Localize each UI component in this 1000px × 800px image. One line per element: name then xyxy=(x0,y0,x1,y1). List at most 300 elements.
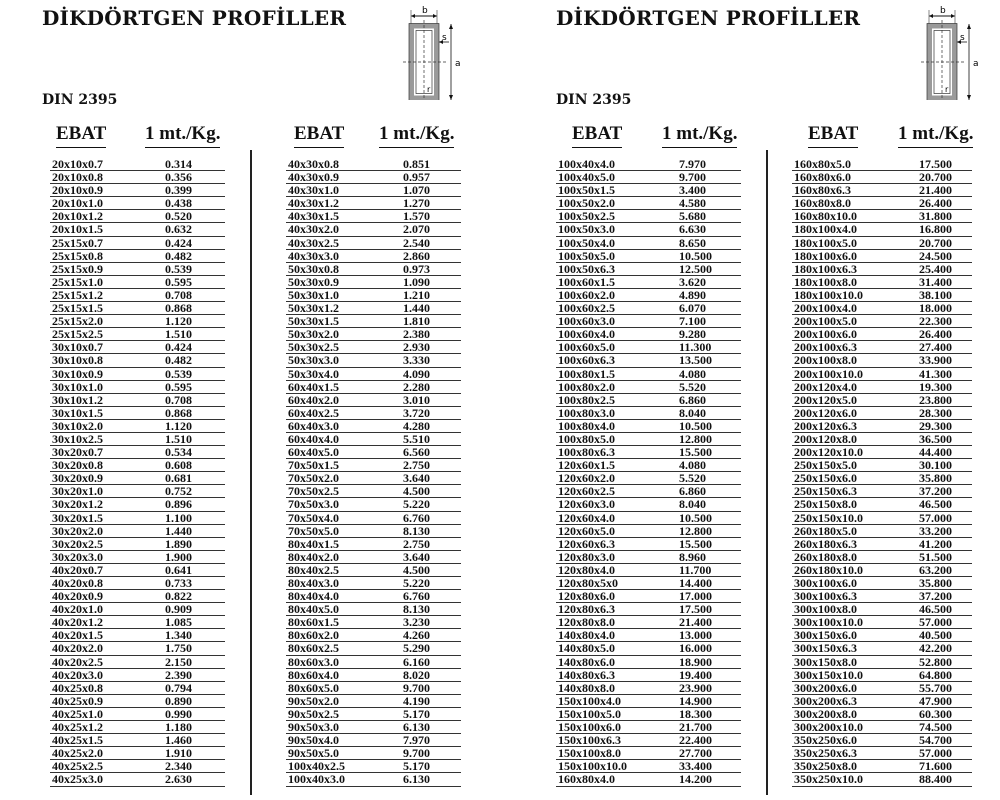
table-row xyxy=(556,656,741,669)
size-cell: 250x150x10.0 xyxy=(794,510,863,525)
size-cell: 90x50x3.0 xyxy=(288,720,339,735)
size-cell: 120x60x1.5 xyxy=(558,458,615,473)
weight-cell: 4.580 xyxy=(679,196,706,211)
weight-cell: 9.700 xyxy=(403,680,430,695)
weight-cell: 3.640 xyxy=(403,549,430,564)
size-cell: 100x50x3.0 xyxy=(558,222,615,237)
size-cell: 120x80x5x0 xyxy=(558,576,618,590)
size-cell: 300x150x8.0 xyxy=(794,654,857,669)
weight-cell: 64.800 xyxy=(919,667,952,682)
diagram-s-label: s xyxy=(442,33,447,43)
weight-cell: 3.640 xyxy=(403,471,430,486)
page-title-left: DİKDÖRTGEN PROFİLLER xyxy=(42,6,347,30)
weight-cell: 57.000 xyxy=(919,746,952,761)
weight-cell: 0.733 xyxy=(165,576,192,590)
size-cell: 40x25x0.9 xyxy=(52,693,103,708)
weight-cell: 2.930 xyxy=(403,340,430,355)
size-cell: 100x40x2.5 xyxy=(288,759,345,774)
weight-cell: 0.641 xyxy=(165,562,192,577)
size-cell: 140x80x8.0 xyxy=(558,680,615,695)
size-cell: 100x80x6.3 xyxy=(558,445,615,460)
weight-cell: 37.200 xyxy=(919,589,952,604)
size-cell: 180x100x10.0 xyxy=(794,287,863,302)
weight-cell: 26.400 xyxy=(919,327,952,342)
weight-cell: 8.040 xyxy=(679,405,706,420)
size-cell: 150x100x6.3 xyxy=(558,733,621,748)
table-row xyxy=(50,394,225,407)
size-cell: 40x25x1.2 xyxy=(52,720,103,735)
table-row xyxy=(556,381,741,394)
table-row xyxy=(792,250,972,263)
size-cell: 80x60x3.0 xyxy=(288,654,339,669)
size-cell: 80x40x2.0 xyxy=(288,549,339,564)
table-row xyxy=(50,263,225,276)
size-cell: 25x15x2.5 xyxy=(52,327,103,342)
weight-cell: 10.500 xyxy=(679,510,712,525)
weight-cell: 0.681 xyxy=(165,471,192,486)
size-cell: 300x200x6.0 xyxy=(794,680,857,695)
weight-cell: 18.000 xyxy=(919,301,952,316)
size-cell: 150x100x4.0 xyxy=(558,693,621,708)
column-divider xyxy=(250,150,252,795)
header-weight: 1 mt./Kg. xyxy=(379,123,454,148)
weight-cell: 6.760 xyxy=(403,589,430,604)
weight-cell: 57.000 xyxy=(919,615,952,630)
weight-cell: 0.632 xyxy=(165,222,192,237)
weight-cell: 22.400 xyxy=(679,733,712,748)
size-cell: 120x80x6.3 xyxy=(558,602,615,617)
weight-cell: 4.090 xyxy=(403,366,430,381)
weight-cell: 2.540 xyxy=(403,235,430,250)
size-cell: 30x10x1.5 xyxy=(52,405,103,420)
weight-cell: 51.500 xyxy=(919,549,952,564)
size-cell: 40x30x1.0 xyxy=(288,183,339,198)
weight-cell: 0.399 xyxy=(165,183,192,198)
weight-cell: 3.230 xyxy=(403,615,430,630)
weight-cell: 52.800 xyxy=(919,654,952,669)
size-cell: 100x80x4.0 xyxy=(558,418,615,433)
weight-cell: 3.720 xyxy=(403,405,430,420)
table-row xyxy=(50,276,225,289)
size-cell: 80x60x5.0 xyxy=(288,680,339,695)
rectangular-profile-diagram-right xyxy=(921,4,993,100)
size-cell: 160x80x5.0 xyxy=(794,157,851,171)
size-cell: 100x80x5.0 xyxy=(558,431,615,446)
diagram-a-label: a xyxy=(455,59,461,69)
weight-cell: 1.440 xyxy=(165,523,192,538)
size-cell: 160x80x4.0 xyxy=(558,772,615,787)
weight-cell: 2.340 xyxy=(165,759,192,774)
weight-cell: 40.500 xyxy=(919,628,952,643)
size-cell: 200x120x6.0 xyxy=(794,405,857,420)
weight-cell: 6.760 xyxy=(403,510,430,525)
table-row xyxy=(792,656,972,669)
page-title-right: DİKDÖRTGEN PROFİLLER xyxy=(556,6,861,30)
table-row xyxy=(286,551,461,564)
size-cell: 90x50x2.0 xyxy=(288,693,339,708)
weight-cell: 26.400 xyxy=(919,196,952,211)
size-cell: 30x20x2.0 xyxy=(52,523,103,538)
weight-cell: 0.868 xyxy=(165,405,192,420)
weight-cell: 33.400 xyxy=(679,759,712,774)
size-cell: 25x15x1.0 xyxy=(52,274,103,289)
weight-cell: 8.040 xyxy=(679,497,706,512)
weight-cell: 0.595 xyxy=(165,379,192,394)
weight-cell: 44.400 xyxy=(919,445,952,460)
header-weight: 1 mt./Kg. xyxy=(662,123,737,148)
size-cell: 80x40x2.5 xyxy=(288,562,339,577)
size-cell: 80x60x4.0 xyxy=(288,667,339,682)
table-row xyxy=(286,773,461,786)
weight-cell: 14.400 xyxy=(679,576,712,590)
weight-cell: 31.800 xyxy=(919,209,952,224)
weight-cell: 13.500 xyxy=(679,353,712,368)
weight-cell: 0.595 xyxy=(165,274,192,289)
size-cell: 120x60x6.3 xyxy=(558,536,615,551)
size-cell: 40x25x3.0 xyxy=(52,772,103,787)
weight-cell: 5.220 xyxy=(403,497,430,512)
weight-cell: 5.290 xyxy=(403,641,430,656)
weight-cell: 1.810 xyxy=(403,314,430,329)
weight-cell: 27.400 xyxy=(919,340,952,355)
weight-cell: 41.200 xyxy=(919,536,952,551)
table-row xyxy=(792,538,972,551)
size-cell: 25x15x0.7 xyxy=(52,235,103,250)
size-cell: 40x30x2.0 xyxy=(288,222,339,237)
weight-cell: 1.120 xyxy=(165,418,192,433)
weight-cell: 16.800 xyxy=(919,222,952,237)
profile-table-4 xyxy=(792,158,972,787)
size-cell: 200x100x10.0 xyxy=(794,366,863,381)
weight-cell: 1.180 xyxy=(165,720,192,735)
table-row xyxy=(792,773,972,786)
weight-cell: 18.300 xyxy=(679,706,712,721)
size-cell: 120x80x4.0 xyxy=(558,562,615,577)
diagram-r-label: r xyxy=(945,85,949,94)
weight-cell: 57.000 xyxy=(919,510,952,525)
weight-cell: 15.500 xyxy=(679,445,712,460)
table-row xyxy=(556,276,741,289)
size-cell: 25x15x2.0 xyxy=(52,314,103,329)
size-cell: 100x60x2.5 xyxy=(558,301,615,316)
diagram-a-label: a xyxy=(973,59,979,69)
weight-cell: 0.314 xyxy=(165,157,192,171)
size-cell: 20x10x0.8 xyxy=(52,170,103,185)
size-cell: 200x120x5.0 xyxy=(794,392,857,407)
table-row xyxy=(50,250,225,263)
size-cell: 300x150x6.0 xyxy=(794,628,857,643)
weight-cell: 6.860 xyxy=(679,392,706,407)
diagram-s-label: s xyxy=(960,33,965,43)
header-weight: 1 mt./Kg. xyxy=(898,123,973,148)
weight-cell: 6.160 xyxy=(403,654,430,669)
table-row xyxy=(286,498,461,511)
size-cell: 260x180x8.0 xyxy=(794,549,857,564)
size-cell: 200x120x4.0 xyxy=(794,379,857,394)
table-row xyxy=(792,420,972,433)
standard-label-right: DIN 2395 xyxy=(556,92,632,108)
size-cell: 260x180x10.0 xyxy=(794,562,863,577)
size-cell: 200x100x8.0 xyxy=(794,353,857,368)
size-cell: 120x60x2.5 xyxy=(558,484,615,499)
size-cell: 60x40x2.0 xyxy=(288,392,339,407)
weight-cell: 46.500 xyxy=(919,602,952,617)
table-row xyxy=(286,368,461,381)
size-cell: 100x60x3.0 xyxy=(558,314,615,329)
weight-cell: 14.900 xyxy=(679,693,712,708)
size-cell: 80x60x1.5 xyxy=(288,615,339,630)
table-row xyxy=(556,237,741,250)
weight-cell: 1.100 xyxy=(165,510,192,525)
weight-cell: 11.300 xyxy=(679,340,712,355)
weight-cell: 0.539 xyxy=(165,366,192,381)
column-header-3 xyxy=(556,123,756,151)
weight-cell: 30.100 xyxy=(919,458,952,473)
size-cell: 180x100x4.0 xyxy=(794,222,857,237)
diagram-b-label: b xyxy=(422,6,428,16)
size-cell: 80x60x2.5 xyxy=(288,641,339,656)
size-cell: 40x25x2.5 xyxy=(52,759,103,774)
size-cell: 140x80x6.0 xyxy=(558,654,615,669)
size-cell: 20x10x1.5 xyxy=(52,222,103,237)
weight-cell: 1.510 xyxy=(165,327,192,342)
size-cell: 100x60x2.0 xyxy=(558,287,615,302)
size-cell: 100x80x1.5 xyxy=(558,366,615,381)
size-cell: 80x40x3.0 xyxy=(288,576,339,590)
weight-cell: 0.896 xyxy=(165,497,192,512)
weight-cell: 7.970 xyxy=(679,157,706,171)
weight-cell: 6.560 xyxy=(403,445,430,460)
weight-cell: 0.438 xyxy=(165,196,192,211)
size-cell: 20x10x1.0 xyxy=(52,196,103,211)
weight-cell: 0.957 xyxy=(403,170,430,185)
weight-cell: 1.120 xyxy=(165,314,192,329)
table-row xyxy=(50,237,225,250)
weight-cell: 4.260 xyxy=(403,628,430,643)
weight-cell: 0.708 xyxy=(165,392,192,407)
weight-cell: 1.340 xyxy=(165,628,192,643)
size-cell: 40x20x2.5 xyxy=(52,654,103,669)
weight-cell: 0.424 xyxy=(165,235,192,250)
header-size: EBAT xyxy=(808,123,858,148)
size-cell: 200x120x8.0 xyxy=(794,431,857,446)
table-row xyxy=(286,656,461,669)
size-cell: 50x30x2.5 xyxy=(288,340,339,355)
size-cell: 40x20x0.8 xyxy=(52,576,103,590)
weight-cell: 0.424 xyxy=(165,340,192,355)
weight-cell: 1.910 xyxy=(165,746,192,761)
size-cell: 30x20x0.9 xyxy=(52,471,103,486)
size-cell: 180x100x6.3 xyxy=(794,261,857,276)
weight-cell: 0.534 xyxy=(165,445,192,460)
table-row xyxy=(50,512,225,525)
table-row xyxy=(792,512,972,525)
weight-cell: 12.800 xyxy=(679,431,712,446)
weight-cell: 18.900 xyxy=(679,654,712,669)
weight-cell: 21.400 xyxy=(919,183,952,198)
table-row xyxy=(556,250,741,263)
table-row xyxy=(286,695,461,708)
weight-cell: 2.750 xyxy=(403,536,430,551)
weight-cell: 23.800 xyxy=(919,392,952,407)
size-cell: 50x30x1.5 xyxy=(288,314,339,329)
weight-cell: 1.750 xyxy=(165,641,192,656)
table-row xyxy=(50,682,225,695)
weight-cell: 4.500 xyxy=(403,562,430,577)
size-cell: 30x10x1.2 xyxy=(52,392,103,407)
size-cell: 60x40x1.5 xyxy=(288,379,339,394)
size-cell: 40x25x1.0 xyxy=(52,706,103,721)
weight-cell: 0.539 xyxy=(165,261,192,276)
table-row xyxy=(286,407,461,420)
size-cell: 300x100x8.0 xyxy=(794,602,857,617)
size-cell: 200x100x6.3 xyxy=(794,340,857,355)
table-row xyxy=(286,381,461,394)
weight-cell: 9.700 xyxy=(679,170,706,185)
size-cell: 40x30x1.2 xyxy=(288,196,339,211)
weight-cell: 0.482 xyxy=(165,248,192,263)
weight-cell: 22.300 xyxy=(919,314,952,329)
size-cell: 70x50x1.5 xyxy=(288,458,339,473)
weight-cell: 3.620 xyxy=(679,274,706,289)
table-row xyxy=(556,551,741,564)
weight-cell: 1.900 xyxy=(165,549,192,564)
size-cell: 30x10x0.9 xyxy=(52,366,103,381)
size-cell: 250x150x5.0 xyxy=(794,458,857,473)
weight-cell: 33.900 xyxy=(919,353,952,368)
weight-cell: 16.000 xyxy=(679,641,712,656)
weight-cell: 17.500 xyxy=(679,602,712,617)
header-size: EBAT xyxy=(572,123,622,148)
size-cell: 40x20x2.0 xyxy=(52,641,103,656)
size-cell: 40x20x0.9 xyxy=(52,589,103,604)
weight-cell: 2.390 xyxy=(165,667,192,682)
weight-cell: 5.520 xyxy=(679,471,706,486)
size-cell: 30x20x2.5 xyxy=(52,536,103,551)
table-row xyxy=(286,263,461,276)
size-cell: 300x200x10.0 xyxy=(794,720,863,735)
weight-cell: 0.973 xyxy=(403,261,430,276)
table-row xyxy=(556,538,741,551)
size-cell: 70x50x2.0 xyxy=(288,471,339,486)
weight-cell: 0.822 xyxy=(165,589,192,604)
weight-cell: 9.700 xyxy=(403,746,430,761)
profile-table-2 xyxy=(286,158,461,787)
size-cell: 120x60x5.0 xyxy=(558,523,615,538)
size-cell: 100x40x5.0 xyxy=(558,170,615,185)
size-cell: 30x20x0.7 xyxy=(52,445,103,460)
weight-cell: 25.400 xyxy=(919,261,952,276)
weight-cell: 63.200 xyxy=(919,562,952,577)
weight-cell: 3.010 xyxy=(403,392,430,407)
size-cell: 180x100x5.0 xyxy=(794,235,857,250)
weight-cell: 0.990 xyxy=(165,706,192,721)
size-cell: 50x30x0.9 xyxy=(288,274,339,289)
size-cell: 40x20x0.7 xyxy=(52,562,103,577)
weight-cell: 6.130 xyxy=(403,772,430,787)
table-row xyxy=(50,223,225,236)
size-cell: 180x100x8.0 xyxy=(794,274,857,289)
weight-cell: 4.080 xyxy=(679,458,706,473)
weight-cell: 1.510 xyxy=(165,431,192,446)
column-divider xyxy=(766,150,768,795)
size-cell: 20x10x0.9 xyxy=(52,183,103,198)
size-cell: 25x15x0.8 xyxy=(52,248,103,263)
weight-cell: 38.100 xyxy=(919,287,952,302)
weight-cell: 1.890 xyxy=(165,536,192,551)
table-row xyxy=(792,237,972,250)
table-row xyxy=(792,695,972,708)
weight-cell: 17.500 xyxy=(919,157,952,171)
size-cell: 300x150x6.3 xyxy=(794,641,857,656)
size-cell: 120x80x3.0 xyxy=(558,549,615,564)
weight-cell: 74.500 xyxy=(919,720,952,735)
rectangular-profile-diagram-left xyxy=(403,4,475,100)
size-cell: 140x80x6.3 xyxy=(558,667,615,682)
size-cell: 100x80x2.0 xyxy=(558,379,615,394)
size-cell: 20x10x1.2 xyxy=(52,209,103,224)
table-row xyxy=(792,525,972,538)
column-header-1 xyxy=(50,123,250,151)
size-cell: 200x120x6.3 xyxy=(794,418,857,433)
weight-cell: 7.100 xyxy=(679,314,706,329)
size-cell: 350x250x8.0 xyxy=(794,759,857,774)
weight-cell: 1.210 xyxy=(403,287,430,302)
size-cell: 120x80x6.0 xyxy=(558,589,615,604)
weight-cell: 20.700 xyxy=(919,170,952,185)
size-cell: 100x50x2.0 xyxy=(558,196,615,211)
weight-cell: 5.510 xyxy=(403,431,430,446)
weight-cell: 4.890 xyxy=(679,287,706,302)
weight-cell: 1.460 xyxy=(165,733,192,748)
weight-cell: 35.800 xyxy=(919,471,952,486)
table-row xyxy=(556,407,741,420)
size-cell: 300x100x10.0 xyxy=(794,615,863,630)
size-cell: 90x50x4.0 xyxy=(288,733,339,748)
size-cell: 140x80x4.0 xyxy=(558,628,615,643)
weight-cell: 8.650 xyxy=(679,235,706,250)
header-weight: 1 mt./Kg. xyxy=(145,123,220,148)
size-cell: 160x80x8.0 xyxy=(794,196,851,211)
size-cell: 200x120x10.0 xyxy=(794,445,863,460)
table-row xyxy=(286,420,461,433)
weight-cell: 0.890 xyxy=(165,693,192,708)
profile-table-3 xyxy=(556,158,741,787)
size-cell: 40x25x1.5 xyxy=(52,733,103,748)
size-cell: 350x250x6.0 xyxy=(794,733,857,748)
weight-cell: 8.020 xyxy=(403,667,430,682)
table-row xyxy=(556,695,741,708)
table-row xyxy=(50,368,225,381)
table-row xyxy=(50,551,225,564)
weight-cell: 36.500 xyxy=(919,431,952,446)
weight-cell: 2.380 xyxy=(403,327,430,342)
size-cell: 30x20x0.8 xyxy=(52,458,103,473)
weight-cell: 33.200 xyxy=(919,523,952,538)
size-cell: 70x50x3.0 xyxy=(288,497,339,512)
size-cell: 50x30x3.0 xyxy=(288,353,339,368)
weight-cell: 4.190 xyxy=(403,693,430,708)
size-cell: 30x20x1.2 xyxy=(52,497,103,512)
size-cell: 350x250x10.0 xyxy=(794,772,863,787)
weight-cell: 9.280 xyxy=(679,327,706,342)
size-cell: 90x50x2.5 xyxy=(288,706,339,721)
weight-cell: 3.330 xyxy=(403,353,430,368)
size-cell: 160x80x6.3 xyxy=(794,183,851,198)
size-cell: 40x20x1.2 xyxy=(52,615,103,630)
table-row xyxy=(286,276,461,289)
weight-cell: 1.090 xyxy=(403,274,430,289)
